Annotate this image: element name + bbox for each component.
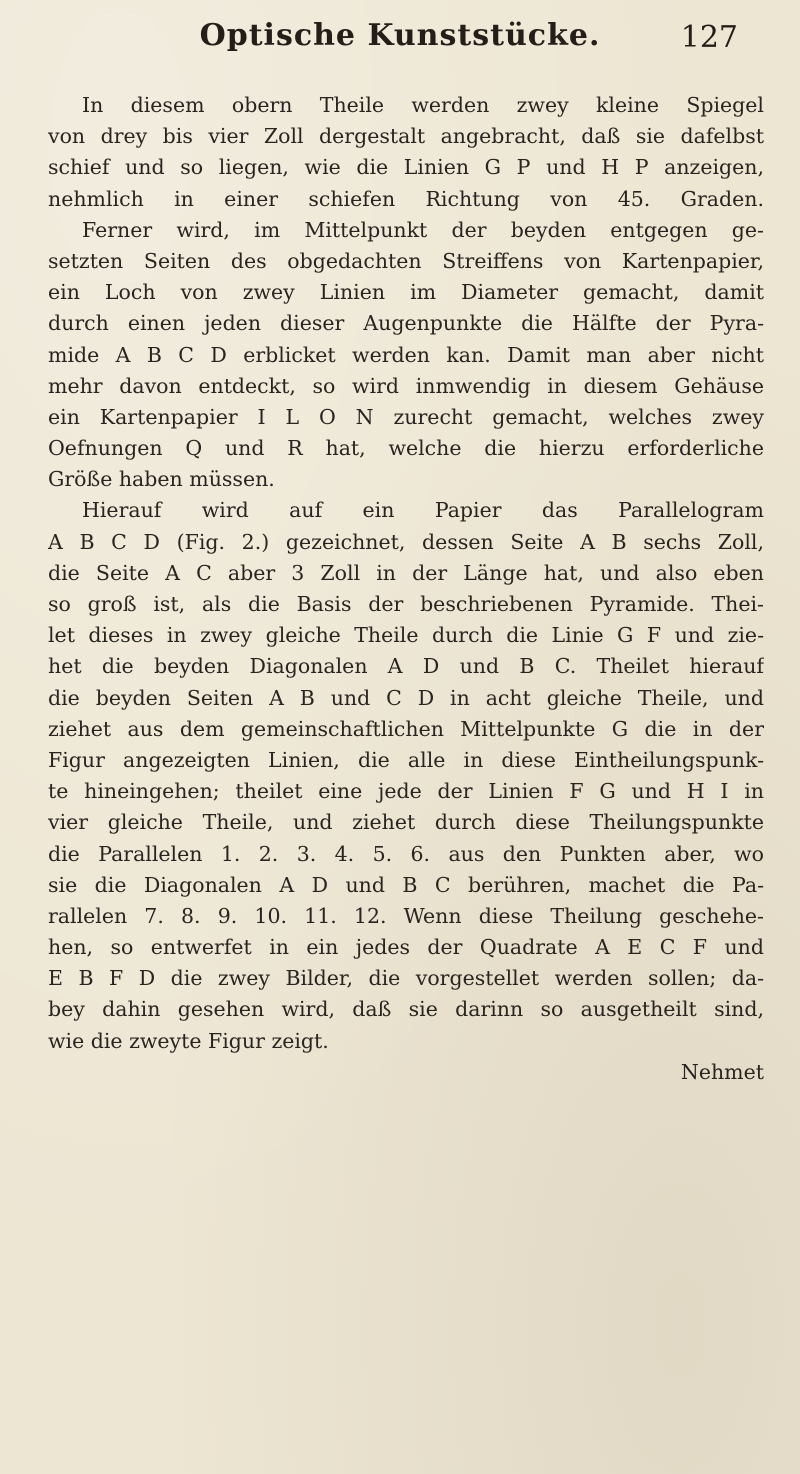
text-line: vier gleiche Theile, und ziehet durch diese Theilungspunkte [48, 810, 764, 835]
page-number: 127 [680, 20, 738, 55]
text-line: hen, so entwerfet in ein jedes der Quadrate A E C F und [48, 935, 764, 960]
text-line: ziehet aus dem gemeinschaftlichen Mittelpunkte G die in der [48, 716, 764, 741]
text-line: let dieses in zwey gleiche Theile durch die Linie G F und zie- [48, 623, 764, 648]
text-line: die Parallelen 1. 2. 3. 4. 5. 6. aus den Punkten aber, wo [48, 841, 764, 866]
catchword: Nehmet [680, 1059, 764, 1084]
catchword-row [48, 1057, 764, 1089]
text-line: E B F D die zwey Bilder, die vorgestellet werden sollen; da- [48, 966, 764, 991]
body-text [48, 90, 764, 1089]
text-line: die Seite A C aber 3 Zoll in der Länge hat, und also eben [48, 560, 764, 585]
text-line: wie die zweyte Figur zeigt. [48, 1028, 329, 1053]
text-line: bey dahin gesehen wird, daß sie darinn so ausgetheilt sind, [48, 997, 764, 1022]
text-line: het die beyden Diagonalen A D und B C. Theilet hierauf [48, 654, 764, 679]
text-line: schief und so liegen, wie die Linien G P und H P anzeigen, [48, 155, 764, 180]
text-line: von drey bis vier Zoll dergestalt angebracht, daß sie dafelbst [48, 124, 764, 149]
text-line: Ferner wird, im Mittelpunkt der beyden entgegen ge- [82, 217, 764, 242]
text-line: Figur angezeigten Linien, die alle in diese Eintheilungspunk- [48, 747, 764, 772]
text-line: sie die Diagonalen A D und B C berühren, machet die Pa- [48, 872, 764, 897]
text-line: In diesem obern Theile werden zwey kleine Spiegel [82, 93, 764, 117]
text-line: durch einen jeden dieser Augenpunkte die Hälfte der Pyra- [48, 311, 764, 336]
text-line: Hierauf wird auf ein Papier das Parallelogram [82, 498, 764, 523]
text-line: te hineingehen; theilet eine jede der Linien F G und H I in [48, 779, 764, 804]
text-line: ein Loch von zwey Linien im Diameter gemacht, damit [48, 280, 764, 305]
running-title: Optische Kunststücke. [199, 18, 601, 53]
text-line: ein Kartenpapier I L O N zurecht gemacht, welches zwey [48, 404, 764, 429]
text-line: A B C D (Fig. 2.) gezeichnet, dessen Seite A B sechs Zoll, [48, 529, 764, 554]
text-line: Größe haben müssen. [48, 467, 275, 492]
page-header [0, 14, 800, 64]
text-line: die beyden Seiten A B und C D in acht gleiche Theile, und [48, 685, 764, 710]
text-line: mehr davon entdeckt, so wird inmwendig in diesem Gehäuse [48, 373, 764, 398]
text-line: rallelen 7. 8. 9. 10. 11. 12. Wenn diese Theilung geschehe- [48, 903, 764, 928]
text-line: mide A B C D erblicket werden kan. Damit man aber nicht [48, 342, 764, 367]
text-line: so groß ist, als die Basis der beschriebenen Pyramide. Thei- [48, 592, 764, 616]
text-line: nehmlich in einer schiefen Richtung von 45. Graden. [48, 186, 764, 211]
text-line: Oefnungen Q und R hat, welche die hierzu erforderliche [48, 436, 764, 461]
text-line: setzten Seiten des obgedachten Streiffens von Kartenpapier, [48, 248, 764, 273]
